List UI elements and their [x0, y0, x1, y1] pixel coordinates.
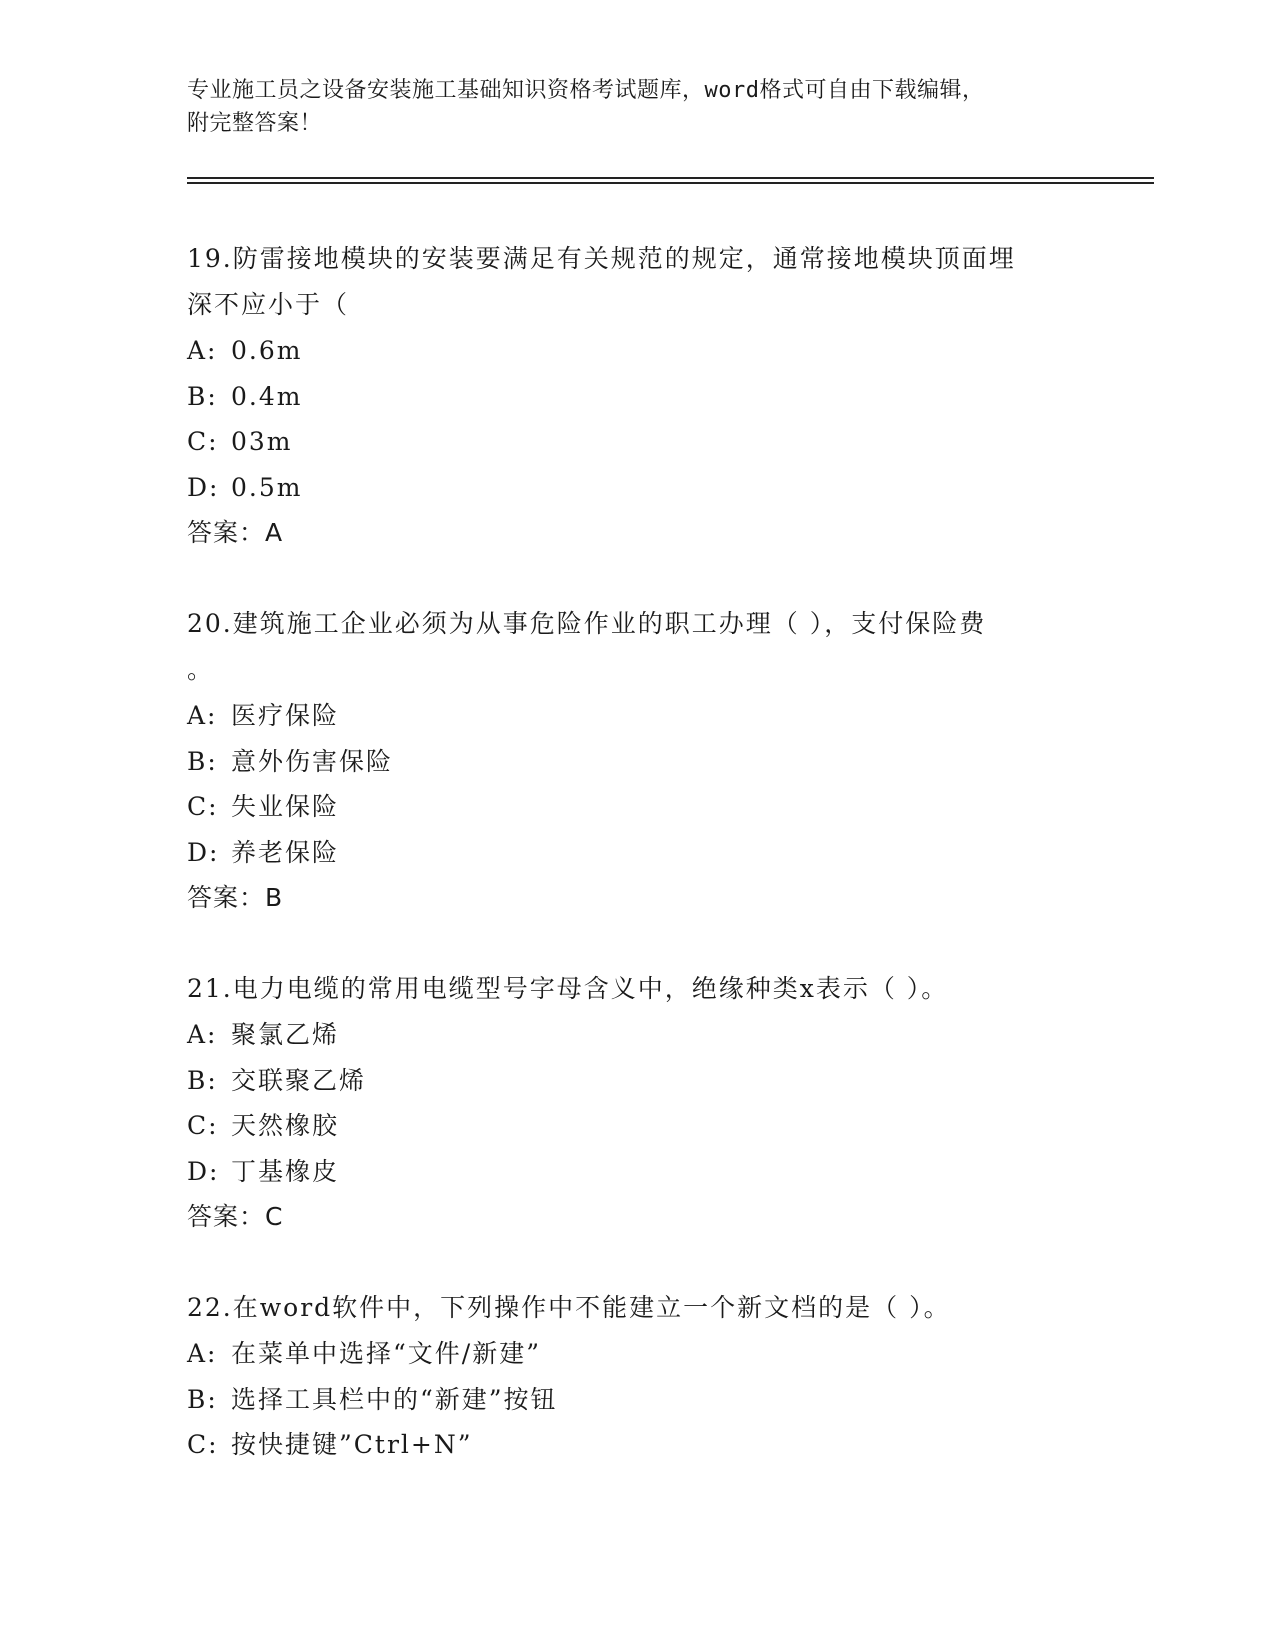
- option-text: 交联聚乙烯: [231, 1065, 367, 1095]
- option-key: C:: [187, 1430, 219, 1459]
- question-20: [187, 601, 1087, 921]
- option-text: 03m: [231, 427, 293, 456]
- option-text: 选择工具栏中的“新建”按钮: [231, 1384, 558, 1414]
- question-stem-line: 22.在word软件中，下列操作中不能建立一个新文档的是（ ）。: [187, 1293, 951, 1322]
- question-spacer: [187, 1240, 1087, 1285]
- option-a: [187, 1012, 1087, 1058]
- option-text: 聚氯乙烯: [231, 1020, 340, 1049]
- option-c: [187, 1103, 1087, 1149]
- option-key: B:: [187, 381, 218, 411]
- option-b: [187, 1377, 1087, 1423]
- option-d: [187, 1149, 1087, 1195]
- option-key: D:: [187, 472, 220, 502]
- option-text: 丁基橡皮: [231, 1156, 340, 1186]
- option-key: D:: [187, 1156, 220, 1186]
- option-text: 医疗保险: [231, 701, 340, 730]
- option-text: 天然橡胶: [231, 1111, 340, 1140]
- option-key: B:: [187, 746, 218, 776]
- option-c: [187, 1422, 1087, 1468]
- option-key: C:: [187, 1111, 219, 1140]
- question-stem-line: 20.建筑施工企业必须为从事危险作业的职工办理（ ），支付保险费: [187, 609, 987, 638]
- option-c: [187, 419, 1087, 465]
- header-line-2: 附完整答案！: [187, 111, 323, 136]
- option-c: [187, 784, 1087, 830]
- option-a: [187, 1331, 1087, 1377]
- option-key: B:: [187, 1384, 218, 1414]
- question-19: [187, 236, 1087, 556]
- option-b: [187, 1058, 1087, 1104]
- question-list: [187, 236, 1087, 1468]
- option-key: C:: [187, 427, 219, 456]
- question-22: [187, 1285, 1087, 1468]
- option-key: A:: [187, 701, 218, 730]
- question-stem-line: 深不应小于（: [187, 290, 350, 319]
- answer: 答案：C: [187, 1202, 284, 1231]
- option-d: [187, 830, 1087, 876]
- option-key: D:: [187, 837, 220, 867]
- option-text: 按快捷键”Ctrl+N”: [231, 1430, 473, 1459]
- option-text: 养老保险: [231, 837, 340, 867]
- option-a: [187, 693, 1087, 739]
- option-key: C:: [187, 792, 219, 821]
- answer: 答案：B: [187, 883, 284, 912]
- option-d: [187, 465, 1087, 511]
- question-spacer: [187, 556, 1087, 601]
- header-divider-bottom: [187, 182, 1154, 184]
- document-header: [187, 74, 1067, 140]
- question-stem-line: 。: [187, 655, 215, 684]
- option-b: [187, 374, 1087, 420]
- header-divider-top: [187, 177, 1154, 179]
- option-text: 失业保险: [231, 792, 340, 821]
- option-text: 0.6m: [231, 336, 303, 365]
- option-b: [187, 739, 1087, 785]
- option-text: 在菜单中选择“文件/新建”: [231, 1339, 541, 1368]
- option-key: A:: [187, 1020, 218, 1049]
- question-21: [187, 966, 1087, 1240]
- option-key: B:: [187, 1065, 218, 1095]
- question-stem-line: 19.防雷接地模块的安装要满足有关规范的规定，通常接地模块顶面埋: [187, 244, 1016, 273]
- option-key: A:: [187, 336, 218, 365]
- question-spacer: [187, 921, 1087, 966]
- option-text: 0.5m: [231, 472, 303, 502]
- question-stem-line: 21.电力电缆的常用电缆型号字母含义中，绝缘种类x表示（ ）。: [187, 974, 949, 1003]
- option-text: 意外伤害保险: [231, 746, 394, 776]
- header-line-1: 专业施工员之设备安装施工基础知识资格考试题库，word格式可自由下载编辑，: [187, 78, 985, 103]
- option-key: A:: [187, 1339, 218, 1368]
- answer: 答案：A: [187, 518, 284, 547]
- option-text: 0.4m: [231, 381, 303, 411]
- option-a: [187, 328, 1087, 374]
